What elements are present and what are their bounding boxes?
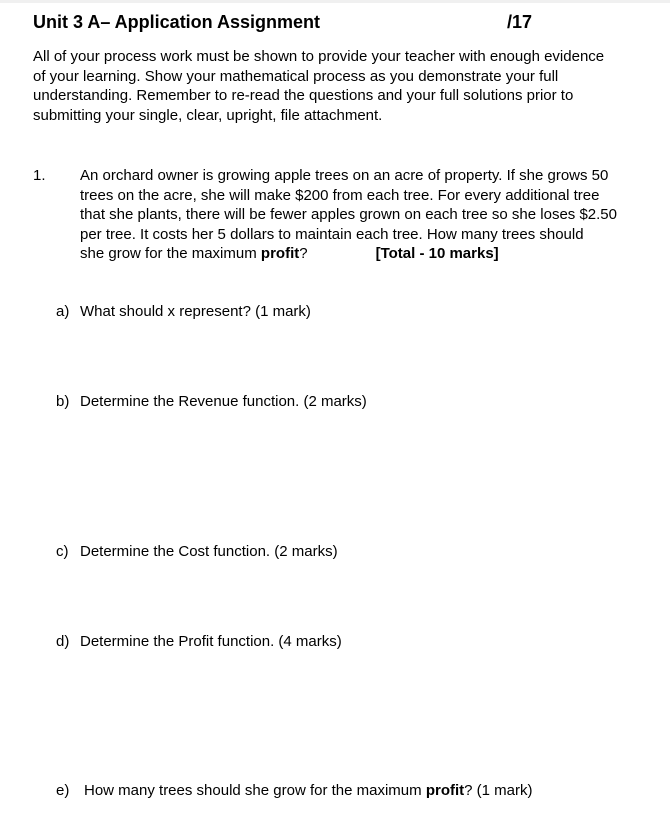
instructions-line: All of your process work must be shown to provide your teacher with enough evidence [33, 48, 605, 65]
part-b [56, 392, 367, 412]
page-top-edge [0, 0, 670, 3]
part-d [56, 632, 342, 652]
part-e [56, 781, 532, 801]
part-label: d) [56, 633, 70, 650]
question-text [80, 166, 650, 264]
part-label: c) [56, 543, 69, 560]
part-text-end: ? (1 mark) [464, 782, 533, 799]
part-label: b) [56, 393, 70, 410]
question-line: per tree. It costs her 5 dollars to maintain each tree. How many trees should [80, 225, 584, 243]
part-text: What should x represent? (1 mark) [80, 303, 311, 320]
question-line-text: she grow for the maximum [80, 245, 261, 263]
part-text: Determine the Revenue function. (2 marks) [80, 393, 367, 410]
part-text: Determine the Profit function. (4 marks) [80, 633, 342, 650]
instructions-line: understanding. Remember to re-read the questions and your full solutions prior to [33, 87, 574, 105]
part-c [56, 542, 338, 562]
instructions-line: submitting your single, clear, upright, file attachment. [33, 106, 383, 124]
question-line: An orchard owner is growing apple trees on an acre of property. If she grows 50 [80, 167, 609, 184]
question-number: 1. [33, 167, 46, 184]
instructions-paragraph [33, 47, 643, 125]
part-label: a) [56, 303, 70, 320]
instructions-line: of your learning. Show your mathematical process as you demonstrate your full [33, 67, 559, 85]
total-score: /17 [507, 12, 533, 32]
question-line: that she plants, there will be fewer apples grown on each tree so she loses $2.50 [80, 206, 617, 224]
part-a [56, 302, 311, 322]
total-marks: [Total - 10 marks] [375, 245, 499, 263]
question-line: trees on the acre, she will make $200 from each tree. For every additional tree [80, 186, 600, 204]
part-label: e) [56, 782, 70, 799]
profit-emphasis: profit [260, 245, 300, 263]
question-line [80, 244, 650, 264]
part-text: How many trees should she grow for the maximum [84, 782, 426, 799]
profit-emphasis: profit [425, 782, 465, 799]
assignment-title: Unit 3 A– Application Assignment [33, 12, 321, 32]
part-text: Determine the Cost function. (2 marks) [80, 543, 338, 560]
question-mark: ? [299, 245, 308, 263]
